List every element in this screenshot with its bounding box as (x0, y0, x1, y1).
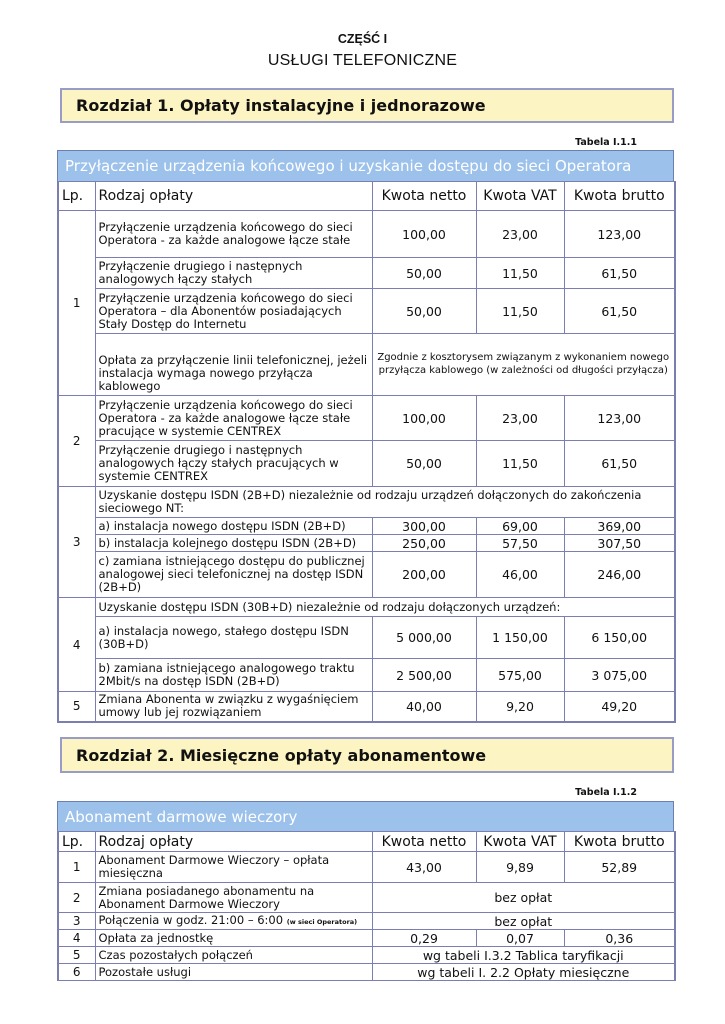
table-row (58, 552, 675, 598)
gross-amount: 246,00 (564, 552, 675, 598)
fee-description: Pozostałe usługi (95, 964, 372, 981)
table-row (58, 659, 675, 692)
gross-amount: 369,00 (564, 518, 675, 535)
chapter-1-title: Rozdział 1. Opłaty instalacyjne i jednorazowe (60, 88, 674, 123)
gross-amount: 307,50 (564, 535, 675, 552)
col-gross: Kwota brutto (564, 182, 675, 211)
vat-amount: 23,00 (476, 211, 564, 258)
lp-cell: 3 (58, 913, 95, 930)
net-amount: 50,00 (372, 258, 476, 289)
monthly-fees-table (57, 831, 676, 981)
table-row (58, 518, 675, 535)
gross-amount: 61,50 (564, 258, 675, 289)
vat-amount: 57,50 (476, 535, 564, 552)
section-description: Uzyskanie dostępu ISDN (2B+D) niezależnie od rodzaju urządzeń dołączonych do zakończenia sieciowego NT: (95, 487, 675, 518)
gross-amount: 61,50 (564, 441, 675, 487)
lp-cell: 5 (58, 947, 95, 964)
table-row (58, 930, 675, 947)
table-row (58, 883, 675, 913)
vat-amount: 9,89 (476, 852, 564, 883)
net-amount: 100,00 (372, 396, 476, 441)
fee-value-merged: wg tabeli I. 2.2 Opłaty miesięczne (372, 964, 675, 981)
gross-amount: 3 075,00 (564, 659, 675, 692)
table-header-row (58, 832, 675, 852)
installation-fees-table (57, 181, 676, 723)
lp-cell: 3 (58, 487, 95, 598)
section-description: Uzyskanie dostępu ISDN (30B+D) niezależnie od rodzaju dołączonych urządzeń: (95, 598, 675, 617)
vat-amount: 46,00 (476, 552, 564, 598)
table-row (58, 947, 675, 964)
vat-amount: 11,50 (476, 441, 564, 487)
net-amount: 5 000,00 (372, 617, 476, 659)
vat-amount: 11,50 (476, 289, 564, 334)
net-amount: 40,00 (372, 692, 476, 722)
table-row (58, 852, 675, 883)
fee-description: Połączenia w godz. 21:00 – 6:00 (98, 912, 284, 927)
net-amount: 50,00 (372, 289, 476, 334)
table-row (58, 487, 675, 518)
fee-description-note: (w sieci Operatora) (286, 917, 358, 926)
col-type: Rodzaj opłaty (95, 182, 372, 211)
table-row (58, 441, 675, 487)
net-amount: 200,00 (372, 552, 476, 598)
table-row (58, 913, 675, 930)
fee-description: Opłata za jednostkę (95, 930, 372, 947)
net-amount: 2 500,00 (372, 659, 476, 692)
cost-estimate-note: Zgodnie z kosztorysem związanym z wykonaniem nowego przyłącza kablowego (w zależności od długości przyłącza) (372, 334, 675, 396)
table-row (58, 535, 675, 552)
col-lp: Lp. (58, 832, 95, 852)
col-lp: Lp. (58, 182, 95, 211)
gross-amount: 6 150,00 (564, 617, 675, 659)
vat-amount: 0,07 (476, 930, 564, 947)
vat-amount: 69,00 (476, 518, 564, 535)
lp-cell: 2 (58, 396, 95, 487)
gross-amount: 49,20 (564, 692, 675, 722)
fee-value-merged: bez opłat (372, 883, 675, 913)
lp-cell: 4 (58, 930, 95, 947)
lp-cell: 1 (58, 852, 95, 883)
fee-description: Przyłączenie urządzenia końcowego do sieci Operatora - za każde analogowe łącze stałe pracujące w systemie CENTREX (95, 396, 372, 441)
lp-cell: 5 (58, 692, 95, 722)
net-amount: 300,00 (372, 518, 476, 535)
fee-description: c) zamiana istniejącego dostępu do publicznej analogowej sieci telefonicznej na dostęp ISDN (2B+D) (95, 552, 372, 598)
chapter-2-title: Rozdział 2. Miesięczne opłaty abonamentowe (60, 737, 674, 773)
table-row (58, 396, 675, 441)
net-amount: 50,00 (372, 441, 476, 487)
vat-amount: 23,00 (476, 396, 564, 441)
fee-description: Czas pozostałych połączeń (95, 947, 372, 964)
table-row (58, 964, 675, 981)
fee-description: Przyłączenie urządzenia końcowego do sieci Operatora - za każde analogowe łącze stałe (95, 211, 372, 258)
table-2-band: Abonament darmowe wieczory (57, 801, 674, 831)
gross-amount: 123,00 (564, 396, 675, 441)
col-vat: Kwota VAT (476, 182, 564, 211)
fee-description: a) instalacja nowego dostępu ISDN (2B+D) (95, 518, 372, 535)
table-row (58, 258, 675, 289)
lp-cell: 1 (58, 211, 95, 396)
col-net: Kwota netto (372, 182, 476, 211)
fee-description: b) zamiana istniejącego analogowego traktu 2Mbit/s na dostęp ISDN (2B+D) (95, 659, 372, 692)
col-vat: Kwota VAT (476, 832, 564, 852)
table-header-row (58, 182, 675, 211)
lp-cell: 2 (58, 883, 95, 913)
fee-description: Przyłączenie drugiego i następnych analogowych łączy stałych (95, 258, 372, 289)
fee-value-merged: wg tabeli I.3.2 Tablica taryfikacji (372, 947, 675, 964)
gross-amount: 123,00 (564, 211, 675, 258)
gross-amount: 61,50 (564, 289, 675, 334)
net-amount: 43,00 (372, 852, 476, 883)
table-row (58, 598, 675, 617)
fee-description: Abonament Darmowe Wieczory – opłata miesięczna (95, 852, 372, 883)
table-row (58, 289, 675, 334)
fee-description: Przyłączenie drugiego i następnych analogowych łączy stałych pracujących w systemie CENTREX (95, 441, 372, 487)
net-amount: 250,00 (372, 535, 476, 552)
lp-cell: 6 (58, 964, 95, 981)
fee-description: Zmiana Abonenta w związku z wygaśnięciem umowy lub jej rozwiązaniem (95, 692, 372, 722)
table-row (58, 617, 675, 659)
gross-amount: 0,36 (564, 930, 675, 947)
document-subtitle: USŁUGI TELEFONICZNE (267, 52, 458, 69)
fee-description: a) instalacja nowego, stałego dostępu ISDN (30B+D) (95, 617, 372, 659)
lp-cell: 4 (58, 598, 95, 692)
vat-amount: 575,00 (476, 659, 564, 692)
part-heading: CZĘŚĆ I (337, 32, 388, 46)
table-row (58, 692, 675, 722)
vat-amount: 1 150,00 (476, 617, 564, 659)
fee-description: Przyłączenie urządzenia końcowego do sieci Operatora – dla Abonentów posiadających Stały Dostęp do Internetu (95, 289, 372, 334)
fee-value-merged: bez opłat (372, 913, 675, 930)
vat-amount: 9,20 (476, 692, 564, 722)
table-row (58, 211, 675, 258)
table-1-band: Przyłączenie urządzenia końcowego i uzyskanie dostępu do sieci Operatora (57, 150, 674, 181)
col-net: Kwota netto (372, 832, 476, 852)
gross-amount: 52,89 (564, 852, 675, 883)
fee-description-cell (95, 913, 372, 930)
col-gross: Kwota brutto (564, 832, 675, 852)
fee-description: Opłata za przyłączenie linii telefonicznej, jeżeli instalacja wymaga nowego przyłącza kablowego (95, 334, 372, 396)
col-type: Rodzaj opłaty (95, 832, 372, 852)
net-amount: 100,00 (372, 211, 476, 258)
vat-amount: 11,50 (476, 258, 564, 289)
table-label-2: Tabela I.1.2 (575, 787, 637, 798)
table-row (58, 334, 675, 396)
fee-description: b) instalacja kolejnego dostępu ISDN (2B+D) (95, 535, 372, 552)
table-label-1: Tabela I.1.1 (575, 137, 637, 148)
net-amount: 0,29 (372, 930, 476, 947)
fee-description: Zmiana posiadanego abonamentu na Abonament Darmowe Wieczory (95, 883, 372, 913)
